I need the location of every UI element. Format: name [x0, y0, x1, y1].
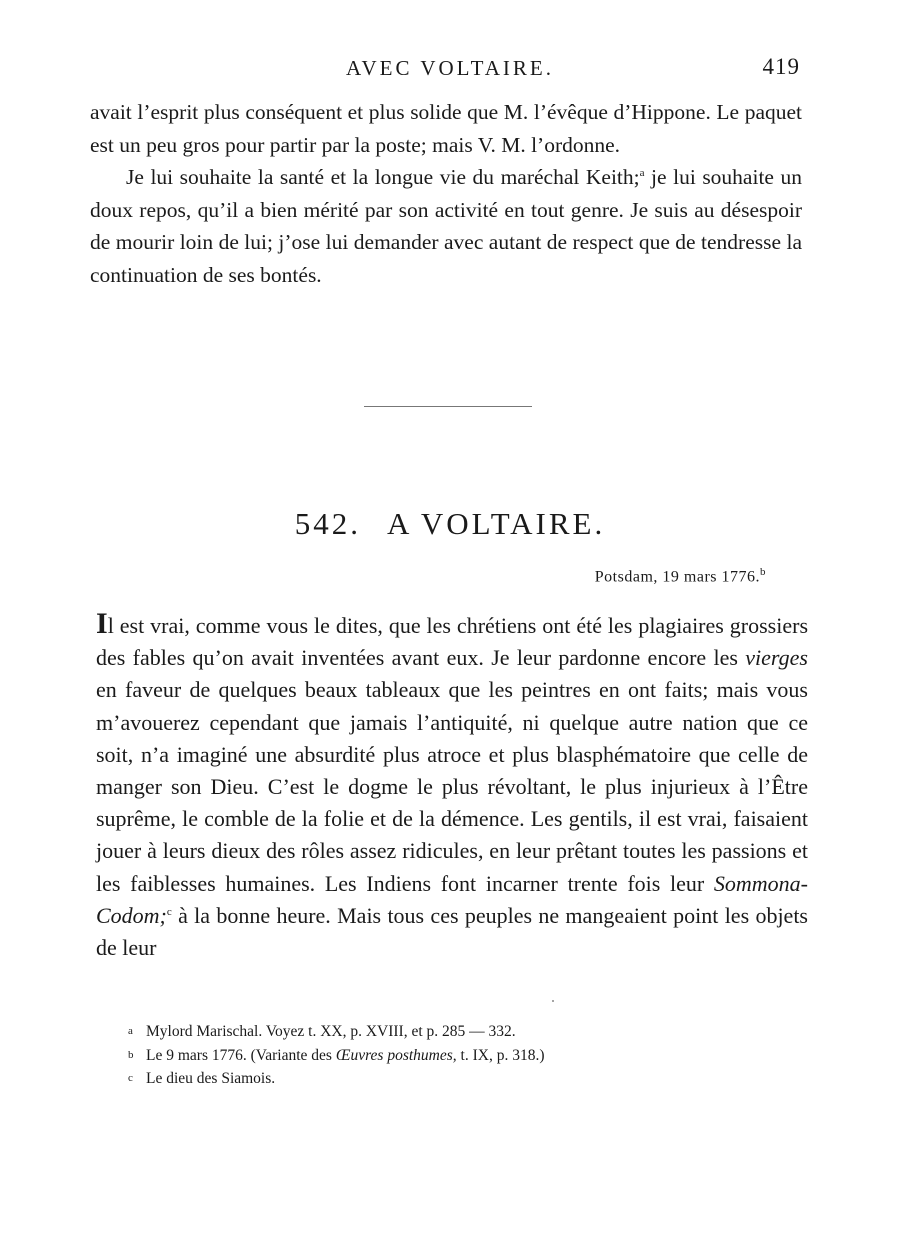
footnote-text: Mylord Marischal. Voyez t. XX, p. XVIII, et p. 285 — 332. [146, 1023, 516, 1040]
footnote-ref-a: a [639, 167, 645, 179]
footnote-c [128, 1067, 768, 1091]
previous-letter-paragraph-2-end: je lui souhaite un doux repos, qu’il a bien mérité par son activité en tout genre. Je suis au désespoir de mourir loin de lui; j’ose lui demander avec autant de respect que de tendresse la continuation de ses bontés. [90, 165, 802, 287]
letter-paragraph [96, 607, 808, 964]
footnote-ref-c: c [166, 905, 172, 918]
previous-letter-paragraph-2 [90, 161, 802, 291]
letter-title: A VOLTAIRE. [386, 506, 606, 541]
running-head [0, 52, 900, 88]
letter-body-italic-1: vierges [745, 645, 808, 671]
previous-letter-text [90, 96, 802, 291]
section-divider [364, 406, 532, 407]
letter-body-part-1: l est vrai, comme vous le dites, que les chrétiens ont été les plagiaires grossiers des fables qu’on avait inventées avant eux. Je leur pardonne encore les [96, 613, 808, 671]
letter-heading [0, 506, 900, 542]
footnote-b [128, 1044, 768, 1068]
page-number: 419 [762, 54, 800, 79]
letter-dateline [595, 566, 766, 586]
footnote-mark: c [128, 1072, 133, 1084]
footnote-a [128, 1020, 768, 1044]
letter-body [96, 607, 808, 964]
footnote-mark: a [128, 1025, 133, 1037]
footnote-mark: b [128, 1048, 134, 1061]
footnotes [128, 1020, 768, 1091]
dateline-text: Potsdam, 19 mars 1776. [594, 568, 760, 586]
letter-body-part-3: à la bonne heure. Mais tous ces peuples ne mangeaient point les objets de leur [96, 902, 808, 961]
drop-cap: I [96, 607, 108, 640]
running-title: AVEC VOLTAIRE. [346, 56, 554, 80]
letter-body-italic-2: Sommona-Codom; [96, 870, 808, 928]
previous-letter-paragraph-2-start: Je lui souhaite la santé et la longue vie du maréchal Keith; [126, 165, 640, 189]
letter-number: 542. [294, 506, 361, 541]
print-speck [552, 1000, 554, 1002]
footnote-text-italic: Œuvres posthumes, [335, 1046, 457, 1064]
footnote-text-end: t. IX, p. 318.) [456, 1046, 545, 1064]
previous-letter-paragraph-1: avait l’esprit plus conséquent et plus solide que M. l’évêque d’Hippone. Le paquet est un peu gros pour partir par la poste; mais V. M. l’ordonne. [90, 100, 802, 157]
footnote-text-start: Le 9 mars 1776. (Variante des [146, 1046, 336, 1064]
letter-body-part-2: en faveur de quelques beaux tableaux que les peintres en ont faits; mais vous m’avouerez cependant que jamais l’antiquité, ni quelque autre nation que ce soit, n’a imaginé une absurdité plus atroce et plus blasphématoire que celle de manger son Dieu. C’est le dogme le plus révoltant, le plus injurieux à l’Être suprême, le comble de la folie et de la démence. Les gentils, il est vrai, faisaient jouer à leurs dieux des rôles assez ridicules, en leur prêtant toutes les passions et les faiblesses humaines. Les Indiens font incarner trente fois leur [96, 677, 808, 896]
footnote-text: Le dieu des Siamois. [146, 1070, 276, 1087]
footnote-ref-b: b [760, 566, 766, 578]
